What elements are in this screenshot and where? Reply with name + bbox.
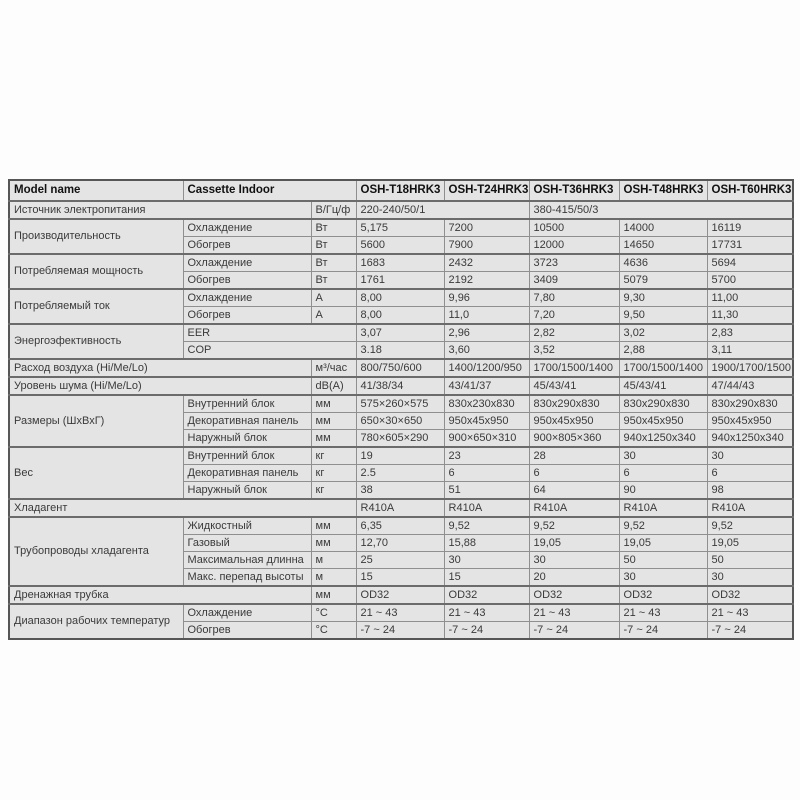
value-cell: 950x45x950 bbox=[444, 413, 529, 430]
value-cell: 21 ~ 43 bbox=[356, 604, 444, 622]
sub-label: Декоративная панель bbox=[183, 413, 311, 430]
value-cell: 3,11 bbox=[707, 342, 793, 360]
unit-cell: мм bbox=[311, 517, 356, 535]
value-cell: 11,0 bbox=[444, 307, 529, 325]
sub-label: Внутренний блок bbox=[183, 395, 311, 413]
row-label: Расход воздуха (Hi/Me/Lo) bbox=[9, 359, 311, 377]
value-cell: 21 ~ 43 bbox=[529, 604, 619, 622]
value-cell: 30 bbox=[707, 447, 793, 465]
unit-cell: Вт bbox=[311, 219, 356, 237]
row-label: Источник электропитания bbox=[9, 201, 311, 219]
table-row bbox=[9, 395, 793, 413]
unit-cell: °С bbox=[311, 622, 356, 640]
sub-label: Макс. перепад высоты bbox=[183, 569, 311, 587]
value-cell: 28 bbox=[529, 447, 619, 465]
unit-cell: мм bbox=[311, 586, 356, 604]
value-cell: 38 bbox=[356, 482, 444, 500]
value-cell: R410A bbox=[707, 499, 793, 517]
value-cell: 6 bbox=[619, 465, 707, 482]
value-cell: 15,88 bbox=[444, 535, 529, 552]
spec-table-body bbox=[9, 180, 793, 639]
value-cell: 830x290x830 bbox=[707, 395, 793, 413]
sub-label: COP bbox=[183, 342, 356, 360]
value-cell: 1400/1200/950 bbox=[444, 359, 529, 377]
column-header: OSH-T36HRK3 bbox=[529, 180, 619, 201]
value-cell: 6,35 bbox=[356, 517, 444, 535]
value-cell: OD32 bbox=[619, 586, 707, 604]
value-cell: 12,70 bbox=[356, 535, 444, 552]
table-row bbox=[9, 499, 793, 517]
value-cell: 6 bbox=[529, 465, 619, 482]
value-cell: 64 bbox=[529, 482, 619, 500]
value-cell: 3,02 bbox=[619, 324, 707, 342]
value-cell: 43/41/37 bbox=[444, 377, 529, 395]
table-row bbox=[9, 324, 793, 342]
value-cell: 3,52 bbox=[529, 342, 619, 360]
value-cell: 800/750/600 bbox=[356, 359, 444, 377]
sub-label: Декоративная панель bbox=[183, 465, 311, 482]
row-label: Потребляемый ток bbox=[9, 289, 183, 324]
value-cell: 9,52 bbox=[619, 517, 707, 535]
unit-cell: А bbox=[311, 307, 356, 325]
value-cell: 950x45x950 bbox=[707, 413, 793, 430]
value-cell: 1900/1700/1500 bbox=[707, 359, 793, 377]
value-cell: 98 bbox=[707, 482, 793, 500]
value-cell: 16119 bbox=[707, 219, 793, 237]
value-cell: 830x230x830 bbox=[444, 395, 529, 413]
unit-cell: В/Гц/ф bbox=[311, 201, 356, 219]
column-header: Model name bbox=[9, 180, 183, 201]
row-label: Дренажная трубка bbox=[9, 586, 311, 604]
value-cell: 830x290x830 bbox=[619, 395, 707, 413]
value-cell: 10500 bbox=[529, 219, 619, 237]
table-row bbox=[9, 359, 793, 377]
value-cell: 1700/1500/1400 bbox=[529, 359, 619, 377]
unit-cell: Вт bbox=[311, 272, 356, 290]
unit-cell: Вт bbox=[311, 254, 356, 272]
value-cell: 940x1250x340 bbox=[619, 430, 707, 448]
column-header: OSH-T24HRK3 bbox=[444, 180, 529, 201]
value-cell: R410A bbox=[444, 499, 529, 517]
value-cell: 11,00 bbox=[707, 289, 793, 307]
value-cell: -7 ~ 24 bbox=[619, 622, 707, 640]
sub-label: Наружный блок bbox=[183, 482, 311, 500]
unit-cell: мм bbox=[311, 413, 356, 430]
row-label: Диапазон рабочих температур bbox=[9, 604, 183, 639]
sub-label: Обогрев bbox=[183, 622, 311, 640]
sub-label: Жидкостный bbox=[183, 517, 311, 535]
value-cell: 2,83 bbox=[707, 324, 793, 342]
value-cell: -7 ~ 24 bbox=[444, 622, 529, 640]
value-cell: 1761 bbox=[356, 272, 444, 290]
value-cell: 900×805×360 bbox=[529, 430, 619, 448]
row-label: Производительность bbox=[9, 219, 183, 254]
value-cell: 3,07 bbox=[356, 324, 444, 342]
value-cell: 8,00 bbox=[356, 307, 444, 325]
value-cell: 220-240/50/1 bbox=[356, 201, 529, 219]
value-cell: 2432 bbox=[444, 254, 529, 272]
value-cell: 7,20 bbox=[529, 307, 619, 325]
value-cell: 14650 bbox=[619, 237, 707, 255]
row-label: Вес bbox=[9, 447, 183, 499]
value-cell: 9,52 bbox=[529, 517, 619, 535]
value-cell: 19,05 bbox=[529, 535, 619, 552]
value-cell: 25 bbox=[356, 552, 444, 569]
value-cell: 30 bbox=[619, 569, 707, 587]
value-cell: 9,30 bbox=[619, 289, 707, 307]
value-cell: 30 bbox=[619, 447, 707, 465]
value-cell: 23 bbox=[444, 447, 529, 465]
sub-label: Внутренний блок bbox=[183, 447, 311, 465]
value-cell: 1683 bbox=[356, 254, 444, 272]
value-cell: R410A bbox=[529, 499, 619, 517]
value-cell: 30 bbox=[529, 552, 619, 569]
unit-cell: Вт bbox=[311, 237, 356, 255]
value-cell: 12000 bbox=[529, 237, 619, 255]
sub-label: Обогрев bbox=[183, 272, 311, 290]
row-label: Размеры (ШхВхГ) bbox=[9, 395, 183, 447]
table-row bbox=[9, 201, 793, 219]
value-cell: R410A bbox=[356, 499, 444, 517]
unit-cell: кг bbox=[311, 482, 356, 500]
value-cell: OD32 bbox=[529, 586, 619, 604]
value-cell: 3723 bbox=[529, 254, 619, 272]
value-cell: -7 ~ 24 bbox=[707, 622, 793, 640]
sub-label: Обогрев bbox=[183, 237, 311, 255]
value-cell: 5600 bbox=[356, 237, 444, 255]
value-cell: 830x290x830 bbox=[529, 395, 619, 413]
table-row bbox=[9, 219, 793, 237]
value-cell: OD32 bbox=[356, 586, 444, 604]
value-cell: 21 ~ 43 bbox=[619, 604, 707, 622]
value-cell: -7 ~ 24 bbox=[356, 622, 444, 640]
value-cell: 2,96 bbox=[444, 324, 529, 342]
value-cell: 11,30 bbox=[707, 307, 793, 325]
unit-cell: мм bbox=[311, 395, 356, 413]
table-row bbox=[9, 447, 793, 465]
table-row bbox=[9, 377, 793, 395]
sub-label: Газовый bbox=[183, 535, 311, 552]
value-cell: 5700 bbox=[707, 272, 793, 290]
value-cell: 8,00 bbox=[356, 289, 444, 307]
value-cell: 17731 bbox=[707, 237, 793, 255]
value-cell: 900×650×310 bbox=[444, 430, 529, 448]
value-cell: 4636 bbox=[619, 254, 707, 272]
unit-cell: мм bbox=[311, 430, 356, 448]
row-label: Энергоэфективность bbox=[9, 324, 183, 359]
value-cell: 575×260×575 bbox=[356, 395, 444, 413]
value-cell: 6 bbox=[444, 465, 529, 482]
value-cell: -7 ~ 24 bbox=[529, 622, 619, 640]
value-cell: 45/43/41 bbox=[619, 377, 707, 395]
table-row bbox=[9, 604, 793, 622]
value-cell: 2,82 bbox=[529, 324, 619, 342]
table-row bbox=[9, 254, 793, 272]
sub-label: EER bbox=[183, 324, 356, 342]
unit-cell: мм bbox=[311, 535, 356, 552]
row-label: Уровень шума (Hi/Me/Lo) bbox=[9, 377, 311, 395]
sub-label: Охлаждение bbox=[183, 289, 311, 307]
value-cell: 2,88 bbox=[619, 342, 707, 360]
column-header: OSH-T18HRK3 bbox=[356, 180, 444, 201]
value-cell: 6 bbox=[707, 465, 793, 482]
unit-cell: dB(A) bbox=[311, 377, 356, 395]
sub-label: Охлаждение bbox=[183, 219, 311, 237]
value-cell: 380-415/50/3 bbox=[529, 201, 793, 219]
table-row bbox=[9, 289, 793, 307]
value-cell: 3,60 bbox=[444, 342, 529, 360]
value-cell: 21 ~ 43 bbox=[707, 604, 793, 622]
row-label: Хладагент bbox=[9, 499, 356, 517]
value-cell: 21 ~ 43 bbox=[444, 604, 529, 622]
value-cell: 51 bbox=[444, 482, 529, 500]
row-label: Потребляемая мощность bbox=[9, 254, 183, 289]
value-cell: 7200 bbox=[444, 219, 529, 237]
value-cell: 9,52 bbox=[444, 517, 529, 535]
value-cell: 19 bbox=[356, 447, 444, 465]
row-label: Трубопроводы хладагента bbox=[9, 517, 183, 586]
table-row bbox=[9, 586, 793, 604]
value-cell: 50 bbox=[707, 552, 793, 569]
value-cell: 3.18 bbox=[356, 342, 444, 360]
value-cell: 1700/1500/1400 bbox=[619, 359, 707, 377]
value-cell: 650×30×650 bbox=[356, 413, 444, 430]
unit-cell: м bbox=[311, 552, 356, 569]
column-header: OSH-T48HRK3 bbox=[619, 180, 707, 201]
value-cell: 20 bbox=[529, 569, 619, 587]
value-cell: 9,52 bbox=[707, 517, 793, 535]
column-header: Cassette Indoor bbox=[183, 180, 356, 201]
value-cell: 2192 bbox=[444, 272, 529, 290]
value-cell: OD32 bbox=[444, 586, 529, 604]
value-cell: 940x1250x340 bbox=[707, 430, 793, 448]
value-cell: 15 bbox=[444, 569, 529, 587]
value-cell: 2.5 bbox=[356, 465, 444, 482]
sub-label: Охлаждение bbox=[183, 604, 311, 622]
value-cell: R410A bbox=[619, 499, 707, 517]
value-cell: OD32 bbox=[707, 586, 793, 604]
value-cell: 50 bbox=[619, 552, 707, 569]
unit-cell: м³/час bbox=[311, 359, 356, 377]
unit-cell: кг bbox=[311, 465, 356, 482]
value-cell: 5694 bbox=[707, 254, 793, 272]
unit-cell: кг bbox=[311, 447, 356, 465]
unit-cell: °С bbox=[311, 604, 356, 622]
value-cell: 7,80 bbox=[529, 289, 619, 307]
value-cell: 19,05 bbox=[707, 535, 793, 552]
column-header: OSH-T60HRK3 bbox=[707, 180, 793, 201]
table-row bbox=[9, 180, 793, 201]
value-cell: 9,50 bbox=[619, 307, 707, 325]
value-cell: 780×605×290 bbox=[356, 430, 444, 448]
value-cell: 47/44/43 bbox=[707, 377, 793, 395]
unit-cell: м bbox=[311, 569, 356, 587]
value-cell: 14000 bbox=[619, 219, 707, 237]
value-cell: 5079 bbox=[619, 272, 707, 290]
value-cell: 9,96 bbox=[444, 289, 529, 307]
value-cell: 5,175 bbox=[356, 219, 444, 237]
spec-table bbox=[8, 179, 794, 640]
value-cell: 950x45x950 bbox=[619, 413, 707, 430]
sub-label: Максимальная длинна bbox=[183, 552, 311, 569]
value-cell: 19,05 bbox=[619, 535, 707, 552]
sub-label: Наружный блок bbox=[183, 430, 311, 448]
sub-label: Охлаждение bbox=[183, 254, 311, 272]
unit-cell: А bbox=[311, 289, 356, 307]
value-cell: 45/43/41 bbox=[529, 377, 619, 395]
value-cell: 90 bbox=[619, 482, 707, 500]
value-cell: 30 bbox=[444, 552, 529, 569]
value-cell: 30 bbox=[707, 569, 793, 587]
value-cell: 15 bbox=[356, 569, 444, 587]
value-cell: 950x45x950 bbox=[529, 413, 619, 430]
value-cell: 41/38/34 bbox=[356, 377, 444, 395]
value-cell: 3409 bbox=[529, 272, 619, 290]
table-row bbox=[9, 517, 793, 535]
value-cell: 7900 bbox=[444, 237, 529, 255]
sub-label: Обогрев bbox=[183, 307, 311, 325]
